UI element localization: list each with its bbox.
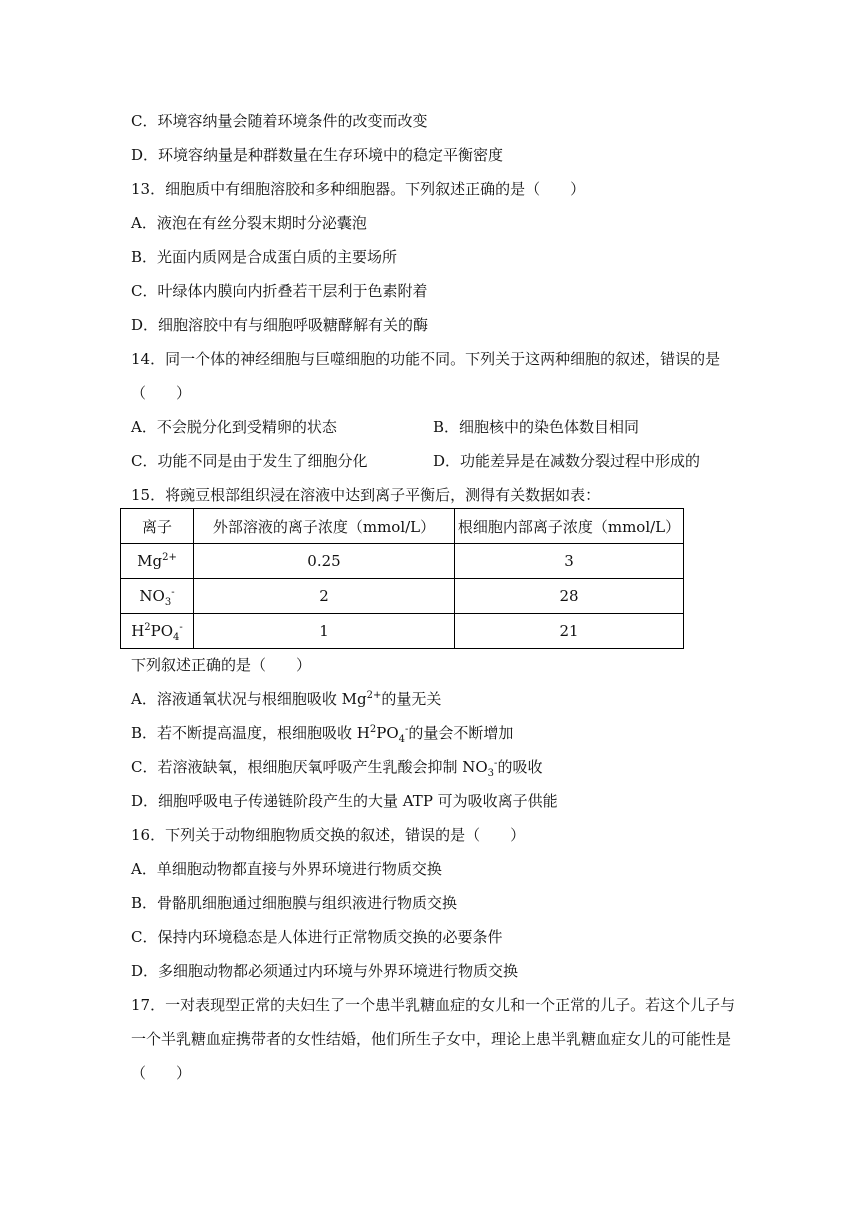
table-row [121, 579, 684, 614]
table-header-row [121, 509, 684, 544]
q15b-sup1: 2 [369, 724, 377, 735]
inner-value: 28 [455, 579, 684, 614]
q15b-post: 的量会不断增加 [408, 724, 514, 742]
q13-option-a: A．液泡在有丝分裂末期时分泌囊泡 [131, 214, 367, 232]
q15a-sup: 2+ [366, 690, 382, 701]
q15c-sup: - [494, 758, 498, 769]
ion-charge: 2+ [162, 552, 177, 563]
question-17-line1: 17．一对表现型正常的夫妇生了一个患半乳糖血症的女儿和一个正常的儿子。若这个儿子与 [131, 996, 736, 1014]
q15-option-c [131, 757, 542, 777]
q15-option-b [131, 723, 513, 743]
outer-value: 1 [194, 614, 455, 649]
option-c-line: C．环境容纳量会随着环境条件的改变而改变 [131, 112, 428, 130]
q15c-sub: 3 [487, 768, 495, 779]
q16-option-a: A．单细胞动物都直接与外界环境进行物质交换 [131, 860, 442, 878]
q15-stem: 下列叙述正确的是（ ） [131, 656, 312, 674]
outer-value: 2 [194, 579, 455, 614]
header-inner: 根细胞内部离子浓度（mmol/L） [455, 509, 684, 544]
ion-charge: - [171, 587, 175, 598]
ion-cell [121, 544, 194, 579]
ion-subscript: 4 [173, 632, 180, 643]
ion-base: H [131, 622, 145, 640]
ion-mid: PO [150, 622, 174, 640]
q15a-post: 的量无关 [381, 690, 442, 708]
question-14: 14．同一个体的神经细胞与巨噬细胞的功能不同。下列关于这两种细胞的叙述，错误的是 [131, 350, 721, 368]
question-13: 13．细胞质中有细胞溶胶和多种细胞器。下列叙述正确的是（ ） [131, 180, 586, 198]
q15c-pre: C．若溶液缺氧，根细胞厌氧呼吸产生乳酸会抑制 NO [131, 758, 488, 776]
question-15: 15．将豌豆根部组织浸在溶液中达到离子平衡后，测得有关数据如表： [131, 486, 601, 504]
outer-value: 0.25 [194, 544, 455, 579]
ion-table [120, 508, 684, 649]
q14-option-a: A．不会脱分化到受精卵的状态 [131, 418, 337, 436]
q14-option-d: D．功能差异是在减数分裂过程中形成的 [433, 452, 701, 470]
q13-option-d: D．细胞溶胶中有与细胞呼吸糖酵解有关的酶 [131, 316, 429, 334]
header-ion: 离子 [121, 509, 194, 544]
ion-base: Mg [137, 552, 163, 570]
header-outer: 外部溶液的离子浓度（mmol/L） [194, 509, 455, 544]
question-17-line2: 一个半乳糖血症携带者的女性结婚，他们所生子女中，理论上患半乳糖血症女儿的可能性是 [131, 1030, 732, 1048]
ion-base: NO [139, 587, 165, 605]
q13-option-c: C．叶绿体内膜向内折叠若干层利于色素附着 [131, 282, 428, 300]
q14-option-b: B．细胞核中的染色体数目相同 [433, 418, 640, 436]
q14-option-c: C．功能不同是由于发生了细胞分化 [131, 452, 368, 470]
question-16: 16．下列关于动物细胞物质交换的叙述，错误的是（ ） [131, 826, 526, 844]
q15b-mid: PO [376, 724, 399, 742]
q16-option-d: D．多细胞动物都必须通过内环境与外界环境进行物质交换 [131, 962, 519, 980]
q14-paren: （ ） [131, 384, 192, 402]
q15a-pre: A．溶液通氧状况与根细胞吸收 Mg [131, 690, 367, 708]
q17-paren: （ ） [131, 1064, 192, 1082]
ion-cell [121, 579, 194, 614]
q15b-sup2: - [405, 724, 409, 735]
q15-option-a [131, 689, 441, 709]
table-row [121, 544, 684, 579]
option-d-line: D．环境容纳量是种群数量在生存环境中的稳定平衡密度 [131, 146, 504, 164]
q16-option-b: B．骨骼肌细胞通过细胞膜与组织液进行物质交换 [131, 894, 458, 912]
q15b-pre: B．若不断提高温度，根细胞吸收 H [131, 724, 370, 742]
table-row [121, 614, 684, 649]
ion-superscript: 2 [144, 622, 151, 633]
ion-subscript: 3 [164, 597, 172, 608]
q15-option-d: D．细胞呼吸电子传递链阶段产生的大量 ATP 可为吸收离子供能 [131, 792, 558, 810]
q15c-post: 的吸收 [497, 758, 543, 776]
ion-charge: - [179, 622, 183, 633]
q15b-sub: 4 [398, 734, 406, 745]
inner-value: 21 [455, 614, 684, 649]
q13-option-b: B．光面内质网是合成蛋白质的主要场所 [131, 248, 398, 266]
ion-cell [121, 614, 194, 649]
q16-option-c: C．保持内环境稳态是人体进行正常物质交换的必要条件 [131, 928, 503, 946]
inner-value: 3 [455, 544, 684, 579]
